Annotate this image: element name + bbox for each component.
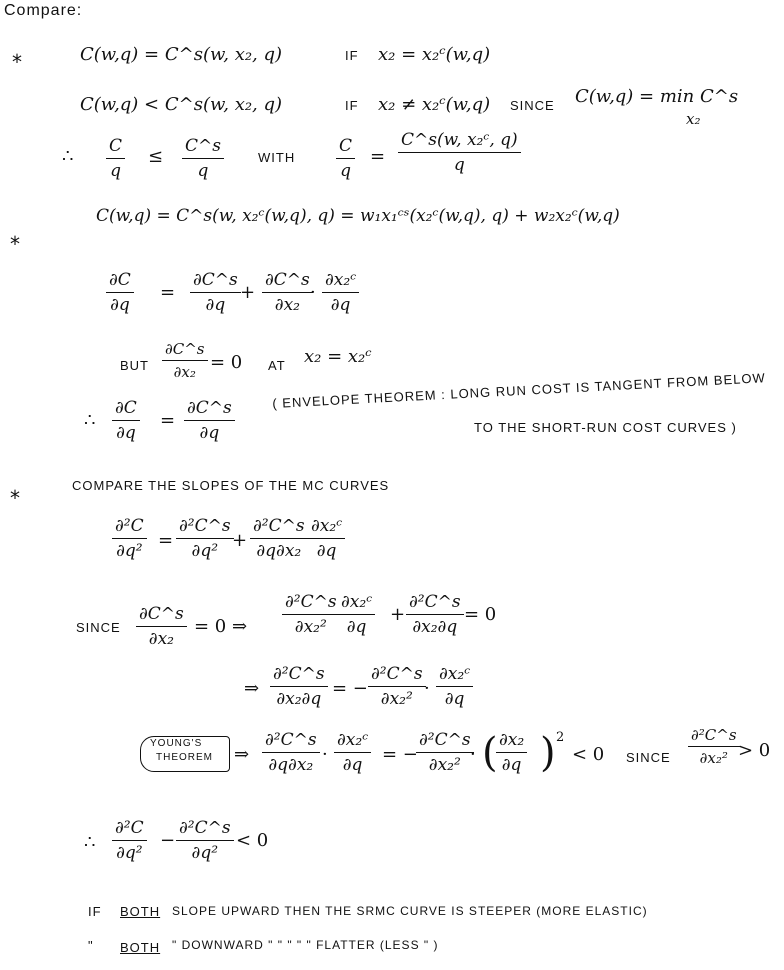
greater-than-zero: > 0 — [738, 740, 771, 761]
if-label: IF — [345, 48, 359, 63]
denominator: ∂x₂² — [380, 689, 413, 709]
fraction-dx2c-dq — [338, 592, 375, 637]
less-than-zero: < 0 — [572, 744, 605, 765]
fraction-dCs-dq — [190, 270, 241, 315]
compare-slopes-heading: COMPARE THE SLOPES OF THE MC CURVES — [72, 478, 390, 493]
numerator: ∂²C — [115, 818, 144, 838]
plus-symbol: + — [232, 530, 248, 551]
fraction-dx2-dq — [496, 730, 527, 775]
youngs-theorem-label-line1: YOUNG'S — [150, 738, 203, 749]
equals-minus: = − — [332, 678, 368, 699]
denominator: ∂q∂x₂ — [268, 755, 314, 775]
dot-symbol: · — [470, 744, 476, 765]
equals-symbol: = — [370, 146, 386, 167]
denominator: ∂x₂² — [294, 617, 327, 637]
condition-x2-optimal: x₂ = x₂ᶜ — [304, 346, 372, 367]
therefore-symbol: ∴ — [62, 146, 74, 167]
numerator: C^s — [185, 136, 221, 156]
envelope-theorem-note-line2: TO THE SHORT-RUN COST CURVES ) — [474, 420, 737, 435]
denominator: ∂x₂ — [148, 629, 174, 649]
condition-x2-optimal: x₂ = x₂ᶜ(w,q) — [378, 44, 491, 65]
fraction-dCs-dx2 — [136, 604, 187, 649]
less-than-zero: < 0 — [236, 830, 269, 851]
fraction-d2Cs-dx2sq — [282, 592, 340, 637]
fraction-dC-dq — [106, 270, 134, 315]
dot-symbol: · — [310, 282, 316, 303]
left-paren: ( — [482, 730, 498, 776]
dot-symbol: · — [424, 678, 430, 699]
numerator: ∂²C^s — [285, 592, 337, 612]
fraction-dx2c-dq — [322, 270, 359, 315]
fraction-short-run-average-cost — [182, 136, 224, 181]
since-label: SINCE — [626, 750, 671, 765]
fraction-average-cost — [106, 136, 125, 181]
denominator: ∂q — [110, 295, 130, 315]
denominator: ∂x₂ — [173, 363, 196, 381]
denominator: ∂q — [501, 755, 522, 775]
both-emphasis: BOTH — [120, 904, 161, 919]
numerator: ∂x₂ — [499, 730, 525, 750]
conclusion-downward-line: " DOWNWARD " " " " " FLATTER (LESS " ) — [172, 938, 439, 952]
numerator: ∂x₂ᶜ — [439, 664, 471, 684]
at-label: AT — [268, 358, 286, 373]
denominator: ∂q — [342, 755, 363, 775]
equation-cost-equals-short-run: C(w,q) = C^s(w, x₂, q) — [80, 44, 283, 65]
denominator: ∂x₂² — [699, 749, 728, 767]
numerator: ∂C^s — [139, 604, 184, 624]
equals-symbol: = — [158, 530, 174, 551]
both-emphasis: BOTH — [120, 940, 161, 955]
bullet-marker: * — [12, 50, 22, 74]
fraction-d2Cs-dx2sq — [416, 730, 474, 775]
fraction-dCs-dq — [184, 398, 235, 443]
fraction-average-cost — [336, 136, 355, 181]
since-label: SINCE — [510, 98, 555, 113]
fraction-dCs-dx2 — [162, 340, 208, 381]
numerator: C — [109, 136, 123, 156]
fraction-d2C-dq2 — [112, 516, 147, 561]
fraction-dx2c-dq — [308, 516, 345, 561]
fraction-dC-dq — [112, 398, 140, 443]
denominator: ∂q — [316, 541, 337, 561]
fraction-d2Cs-dx2sq — [688, 726, 740, 767]
denominator: ∂x₂∂q — [412, 617, 458, 637]
numerator: ∂x₂ᶜ — [341, 592, 373, 612]
bullet-marker: * — [10, 232, 20, 256]
youngs-theorem-label-line2: THEOREM — [156, 752, 213, 763]
plus-symbol: + — [240, 282, 256, 303]
fraction-d2Cs-dqdx2 — [250, 516, 308, 561]
denominator: ∂q∂x₂ — [256, 541, 302, 561]
denominator: ∂q² — [191, 843, 219, 863]
equals-zero: = 0 — [464, 604, 497, 625]
fraction-short-run-at-optimal — [398, 130, 521, 175]
denominator: q — [453, 155, 465, 175]
numerator: ∂²C^s — [253, 516, 305, 536]
definition-min-cost: C(w,q) = min C^s — [575, 86, 739, 107]
numerator: ∂²C^s — [409, 592, 461, 612]
implies-arrow: ⇒ — [244, 678, 260, 699]
equals-minus: = − — [382, 744, 418, 765]
numerator: ∂x₂ᶜ — [337, 730, 369, 750]
equals-symbol: = — [160, 410, 176, 431]
denominator: ∂q — [199, 423, 220, 443]
page-heading: Compare: — [4, 2, 83, 19]
squared-exponent: 2 — [556, 730, 565, 745]
denominator: ∂q² — [116, 541, 143, 561]
numerator: C — [339, 136, 353, 156]
equals-zero: = 0 — [210, 352, 243, 373]
numerator: ∂²C^s — [179, 516, 231, 536]
numerator: ∂C — [115, 398, 137, 418]
denominator: ∂x₂∂q — [276, 689, 322, 709]
implies-arrow: ⇒ — [234, 744, 250, 765]
ditto-mark: " — [88, 938, 94, 953]
equation-cost-decomposition: C(w,q) = C^s(w, x₂ᶜ(w,q), q) = w₁x₁ᶜˢ(x₂ᶜ(w,q), q) + w₂x₂ᶜ(w,q) — [96, 206, 620, 226]
denominator: ∂x₂ — [274, 295, 300, 315]
equals-zero-implies: = 0 ⇒ — [194, 616, 248, 637]
denominator: q — [340, 161, 351, 181]
therefore-symbol: ∴ — [84, 832, 96, 853]
fraction-d2Cs-dx2dq — [406, 592, 464, 637]
numerator: ∂C^s — [193, 270, 238, 290]
if-label: IF — [345, 98, 359, 113]
equals-symbol: = — [160, 282, 176, 303]
dot-symbol: · — [322, 744, 328, 765]
but-label: BUT — [120, 358, 149, 373]
numerator: ∂²C^s — [691, 726, 737, 744]
denominator: ∂q — [330, 295, 351, 315]
bullet-marker: * — [10, 486, 20, 510]
with-label: WITH — [258, 150, 296, 165]
numerator: ∂x₂ᶜ — [311, 516, 343, 536]
denominator: ∂q — [346, 617, 367, 637]
fraction-dx2c-dq — [436, 664, 473, 709]
denominator: q — [110, 161, 121, 181]
since-label: SINCE — [76, 620, 121, 635]
right-paren: ) — [540, 730, 556, 776]
therefore-symbol: ∴ — [84, 410, 96, 431]
numerator: ∂²C^s — [265, 730, 317, 750]
fraction-d2Cs-dx2sq — [368, 664, 426, 709]
numerator: ∂x₂ᶜ — [325, 270, 357, 290]
numerator: ∂²C^s — [273, 664, 325, 684]
denominator: ∂q² — [116, 843, 143, 863]
condition-x2-not-optimal: x₂ ≠ x₂ᶜ(w,q) — [378, 94, 491, 115]
denominator: ∂q² — [191, 541, 219, 561]
numerator: ∂²C — [115, 516, 144, 536]
fraction-d2Cs-dq2 — [176, 516, 234, 561]
if-label: IF — [88, 904, 102, 919]
denominator: q — [197, 161, 209, 181]
fraction-dx2c-dq — [334, 730, 371, 775]
numerator: ∂²C^s — [179, 818, 231, 838]
numerator: ∂²C^s — [371, 664, 423, 684]
numerator: ∂C — [109, 270, 131, 290]
numerator: ∂²C^s — [419, 730, 471, 750]
numerator: ∂C^s — [187, 398, 232, 418]
numerator: ∂C^s — [265, 270, 310, 290]
plus-symbol: + — [390, 604, 406, 625]
denominator: ∂q — [444, 689, 465, 709]
fraction-d2Cs-dq2 — [176, 818, 234, 863]
equation-cost-less-short-run: C(w,q) < C^s(w, x₂, q) — [80, 94, 283, 115]
numerator: ∂C^s — [165, 340, 205, 358]
minus-symbol: − — [160, 830, 176, 851]
denominator: ∂q — [116, 423, 136, 443]
fraction-d2Cs-dqdx2 — [262, 730, 320, 775]
fraction-dCs-dx2 — [262, 270, 313, 315]
fraction-d2Cs-dx2dq — [270, 664, 328, 709]
denominator: ∂q — [205, 295, 226, 315]
fraction-d2C-dq2 — [112, 818, 147, 863]
leq-symbol: ≤ — [148, 146, 164, 167]
denominator: ∂x₂² — [428, 755, 461, 775]
conclusion-upward-line: SLOPE UPWARD THEN THE SRMC CURVE IS STEEPER (MORE ELASTIC) — [172, 904, 648, 918]
numerator: C^s(w, x₂ᶜ, q) — [401, 130, 518, 150]
min-subscript: x₂ — [686, 110, 701, 128]
envelope-theorem-note-line1: ( ENVELOPE THEOREM : LONG RUN COST IS TANGENT FROM BELOW — [272, 370, 767, 411]
